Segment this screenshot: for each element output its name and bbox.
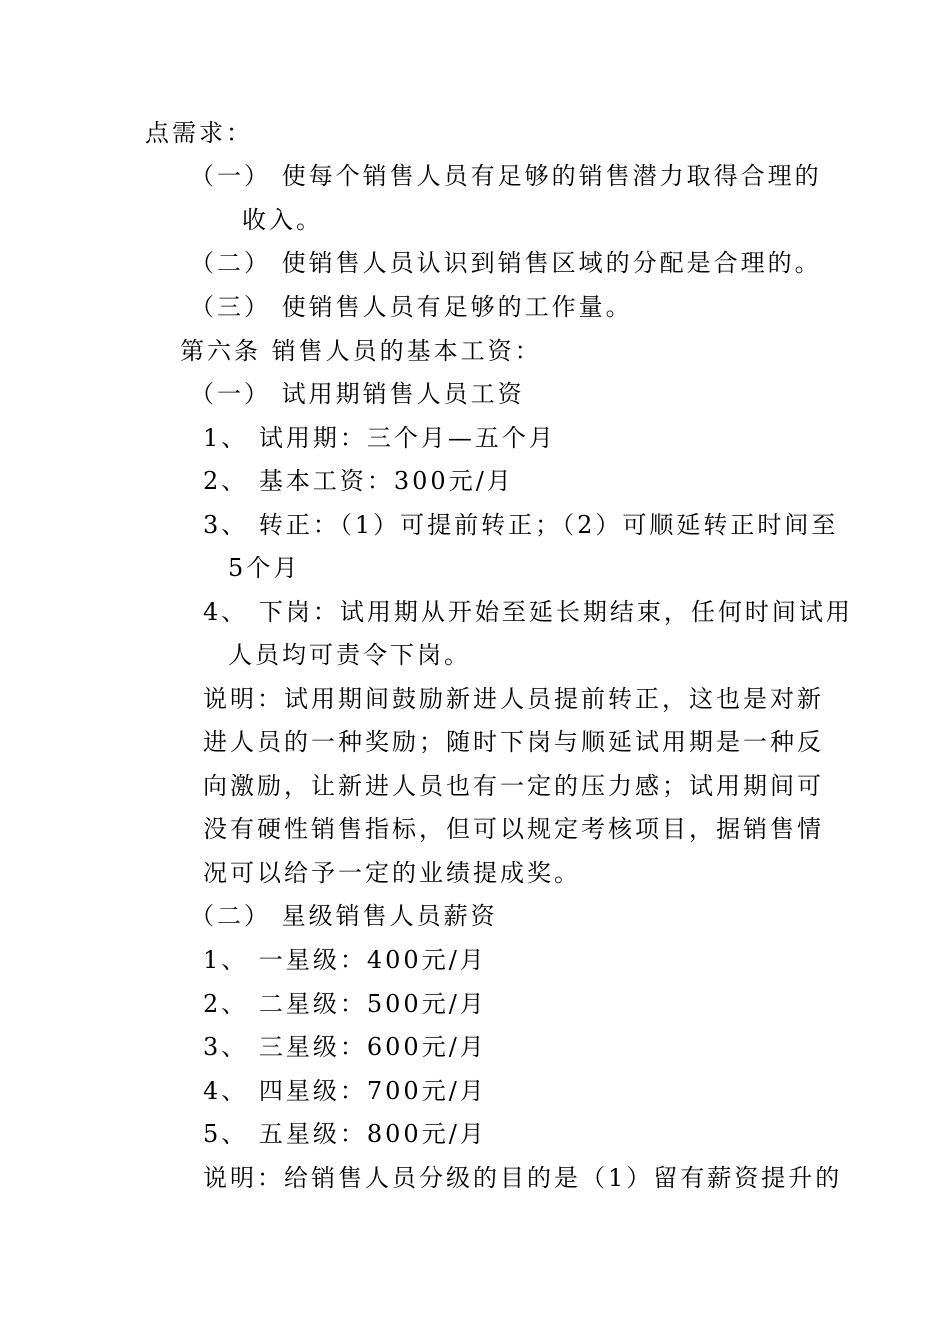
list-item-heading: （二） 使销售人员认识到销售区域的分配是合理的。 — [190, 249, 822, 277]
list-item: 1、 试用期：三个月—五个月 — [203, 424, 556, 452]
list-item: 3、 三星级：600元/月 — [203, 1033, 487, 1061]
list-item: 2、 二星级：500元/月 — [203, 990, 487, 1018]
list-item: 4、 下岗：试用期从开始至延长期结束，任何时间试用 — [203, 598, 853, 626]
note-text: 况可以给予一定的业绩提成奖。 — [203, 859, 581, 887]
section-heading: （一） 试用期销售人员工资 — [190, 380, 525, 408]
list-item: 4、 四星级：700元/月 — [203, 1077, 487, 1105]
section-heading: （二） 星级销售人员薪资 — [190, 902, 498, 930]
text-line: 收入。 — [242, 206, 323, 234]
list-item-heading: （一） 使每个销售人员有足够的销售潜力取得合理的 — [190, 162, 822, 190]
list-item: 3、 转正：（1）可提前转正；（2）可顺延转正时间至 — [203, 511, 839, 539]
note-text: 说明：试用期间鼓励新进人员提前转正，这也是对新 — [203, 685, 824, 713]
list-item: 2、 基本工资：300元/月 — [203, 467, 514, 495]
list-item: 1、 一星级：400元/月 — [203, 946, 487, 974]
text-line: 5个月 — [228, 554, 301, 582]
list-item: 5、 五星级：800元/月 — [203, 1120, 487, 1148]
note-text: 进人员的一种奖励；随时下岗与顺延试用期是一种反 — [203, 728, 824, 756]
text-line: 人员均可责令下岗。 — [228, 641, 471, 669]
note-text: 说明：给销售人员分级的目的是（1）留有薪资提升的 — [203, 1164, 843, 1192]
article-heading: 第六条 销售人员的基本工资： — [180, 337, 542, 365]
note-text: 没有硬性销售指标，但可以规定考核项目，据销售情 — [203, 815, 824, 843]
list-item-heading: （三） 使销售人员有足够的工作量。 — [190, 293, 633, 321]
note-text: 向激励，让新进人员也有一定的压力感；试用期间可 — [203, 772, 824, 800]
text-line: 点需求： — [145, 119, 253, 147]
